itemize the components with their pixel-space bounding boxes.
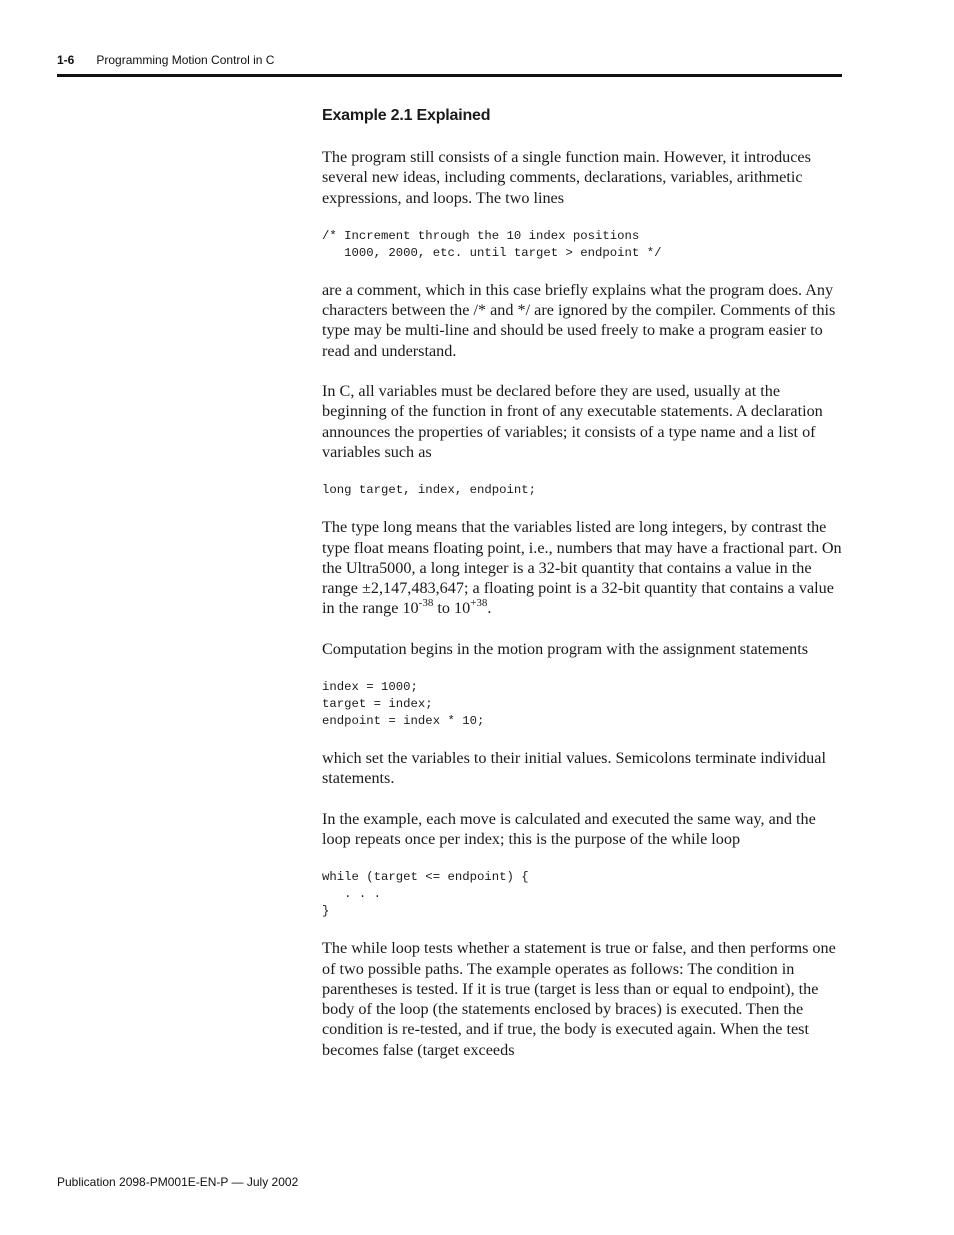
header-rule <box>57 74 842 77</box>
exponent-negative: -38 <box>418 597 434 610</box>
code-assignments: index = 1000; target = index; endpoint = index * 10; <box>322 680 485 729</box>
paragraph-while-explained: The while loop tests whether a statement is true or false, and then performs one of two possible paths. The example operates as follows: The condition in parentheses is tested. If it is true (target is less than or equal to endpoint), the body of the loop (the statements enclosed by braces) is executed. Then the condition is re-tested, and if true, the body is executed again. When the test becomes false (target exceeds <box>322 939 836 1059</box>
paragraph-comment-explained: are a comment, which in this case briefly explains what the program does. Any characters between the /* and */ are ignored by the compiler. Comments of this type may be multi-line and should be used freely to make a program easier to read and understand. <box>322 280 836 360</box>
paragraph-type-long <box>322 517 842 618</box>
paragraph-declarations: In C, all variables must be declared before they are used, usually at the beginning of the function in front of any executable statements. A declaration announces the properties of variables; it consists of a type name and a list of variables such as <box>322 382 823 461</box>
paragraph-while-intro: In the example, each move is calculated and executed the same way, and the loop repeats once per index; this is the purpose of the while loop <box>322 809 816 848</box>
main-content <box>322 107 842 1080</box>
paragraph-computation: Computation begins in the motion program with the assignment statements <box>322 639 809 658</box>
paragraph-semicolons: which set the variables to their initial values. Semicolons terminate individual statements. <box>322 749 826 788</box>
code-declaration: long target, index, endpoint; <box>322 483 537 498</box>
page-header <box>57 53 274 67</box>
code-comment-block: /* Increment through the 10 index positions 1000, 2000, etc. until target > endpoint */ <box>322 228 662 260</box>
type-long-to: to 10 <box>433 599 471 618</box>
section-title: Example 2.1 Explained <box>322 107 491 124</box>
exponent-positive: +38 <box>470 597 488 610</box>
type-long-end: . <box>487 599 492 618</box>
type-long-text: The type long means that the variables listed are long integers, by contrast the type float means floating point, i.e., numbers that may have a fractional part. On the Ultra5000, a long integer is a 32-bit quantity that contains a value in the range ±2,147,483,647; a floating point is a 32-bit quantity that contains a value in the range 10 <box>322 518 842 618</box>
code-while-loop: while (target <= endpoint) { . . . } <box>322 870 529 919</box>
chapter-title: Programming Motion Control in C <box>96 53 275 67</box>
page-number: 1-6 <box>57 53 75 67</box>
page-footer: Publication 2098-PM001E-EN-P — July 2002 <box>57 1175 299 1189</box>
paragraph-intro: The program still consists of a single function main. However, it introduces several new ideas, including comments, declarations, variables, arithmetic expressions, and loops. The two lines <box>322 148 811 207</box>
